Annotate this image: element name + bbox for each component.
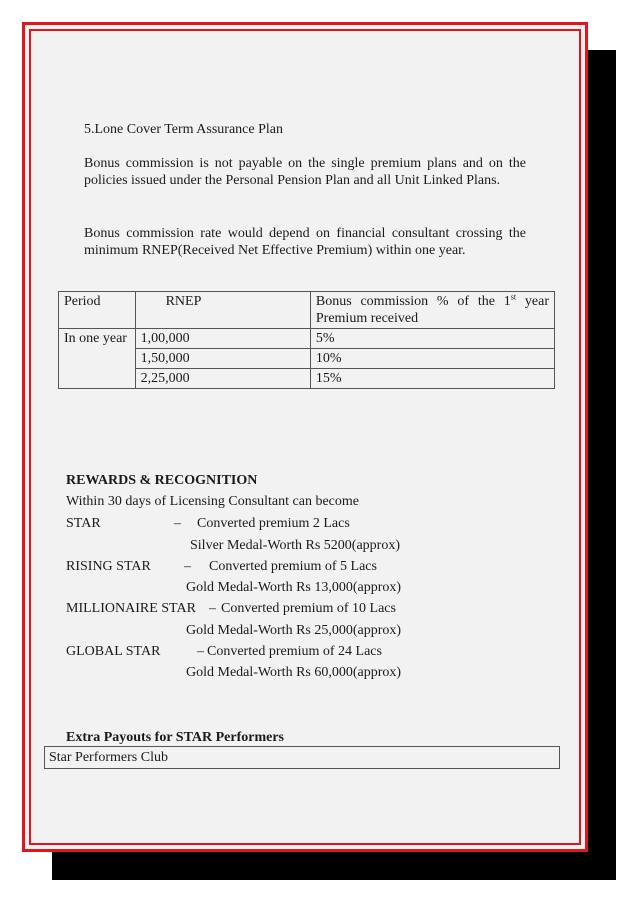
header-rnep: RNEP [135, 292, 310, 329]
tier-medal-millionaire-star: Gold Medal-Worth Rs 25,000(approx) [186, 623, 402, 638]
table-header-row [59, 292, 555, 329]
table-row [59, 329, 555, 349]
tier-name-rising-star: RISING STAR [66, 559, 151, 574]
tier-desc-millionaire-star: Converted premium of 10 Lacs [221, 601, 396, 616]
tier-separator: – [197, 644, 204, 659]
tier-desc-global-star: Converted premium of 24 Lacs [207, 644, 382, 659]
header-bonus [310, 292, 554, 329]
bonus-cell: 5% [310, 329, 554, 349]
rnep-cell: 2,25,000 [135, 369, 310, 389]
bonus-cell: 15% [310, 369, 554, 389]
plan-title: 5.Lone Cover Term Assurance Plan [84, 122, 283, 137]
tier-separator: – [174, 516, 181, 531]
star-performers-club-box: Star Performers Club [44, 746, 560, 769]
rewards-intro: Within 30 days of Licensing Consultant can become [66, 494, 359, 509]
tier-name-global-star: GLOBAL STAR [66, 644, 161, 659]
rnep-cell: 1,50,000 [135, 349, 310, 369]
tier-desc-star: Converted premium 2 Lacs [197, 516, 350, 531]
header-bonus-text-end: year Premium received [315, 294, 549, 326]
bonus-rate-paragraph: Bonus commission rate would depend on financial consultant crossing the minimum RNEP(Received Net Effective Premium) within one year. [84, 226, 526, 258]
tier-separator: – [209, 601, 216, 616]
bonus-commission-table [58, 291, 555, 389]
page-shadow-right [586, 50, 616, 851]
rewards-heading: REWARDS & RECOGNITION [66, 473, 258, 488]
tier-medal-rising-star: Gold Medal-Worth Rs 13,000(approx) [186, 580, 402, 595]
extra-payouts-heading: Extra Payouts for STAR Performers [66, 730, 284, 745]
tier-name-star: STAR [66, 516, 101, 531]
tier-name-millionaire-star: MILLIONAIRE STAR [66, 601, 196, 616]
bonus-cell: 10% [310, 349, 554, 369]
tier-desc-rising-star: Converted premium of 5 Lacs [209, 559, 377, 574]
tier-medal-global-star: Gold Medal-Worth Rs 60,000(approx) [186, 665, 402, 680]
header-bonus-text: Bonus commission % of the 1 [315, 294, 511, 309]
tier-medal-star: Silver Medal-Worth Rs 5200(approx) [190, 538, 400, 553]
bonus-exclusion-paragraph: Bonus commission is not payable on the single premium plans and on the policies issued under the Personal Pension Plan and all Unit Linked Plans. [84, 156, 526, 188]
header-bonus-sup: st [510, 292, 517, 302]
header-period: Period [59, 292, 136, 329]
rnep-cell: 1,00,000 [135, 329, 310, 349]
page-frame-inner [29, 29, 581, 845]
period-cell: In one year [59, 329, 136, 389]
page-shadow-bottom [52, 851, 616, 880]
tier-separator: – [184, 559, 191, 574]
